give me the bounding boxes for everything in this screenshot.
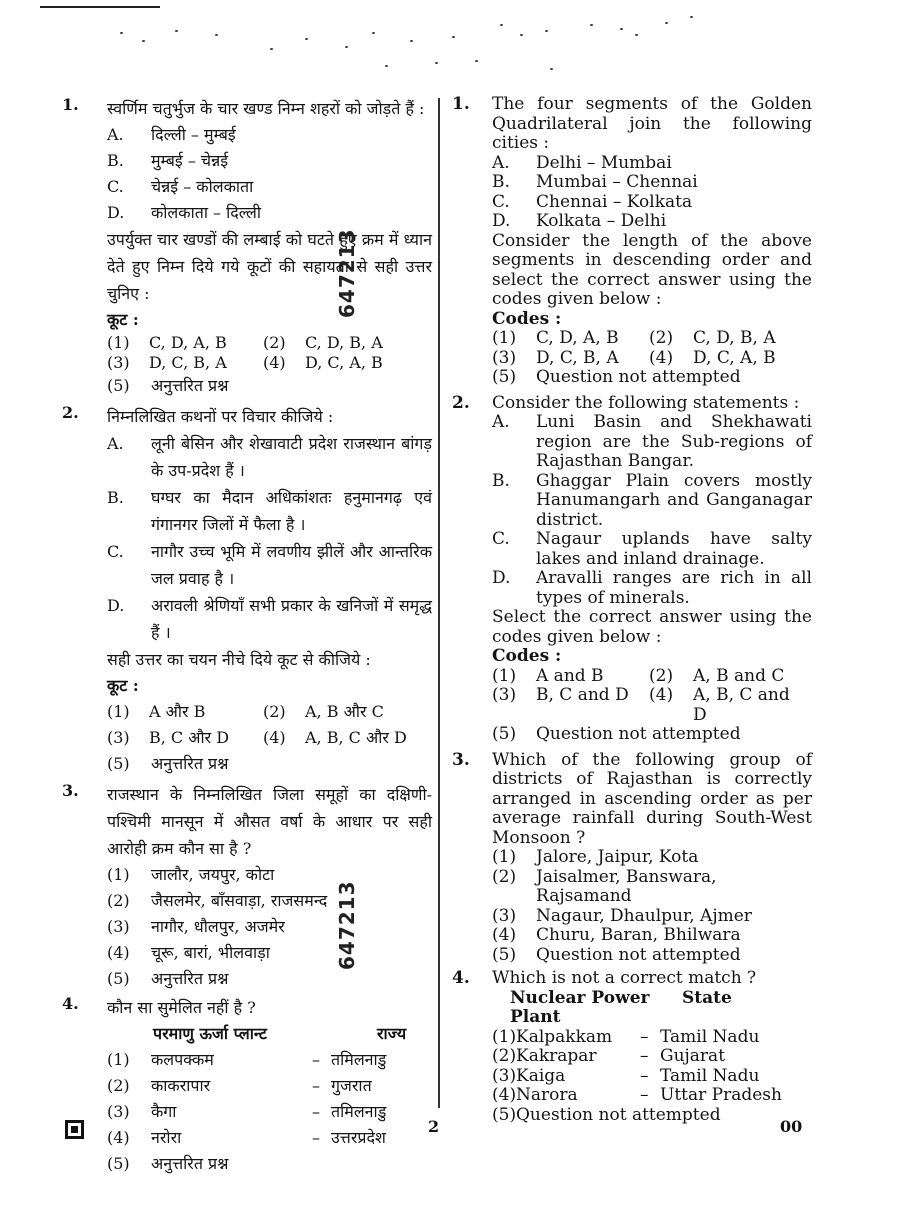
option-a: A. Delhi – Mumbai xyxy=(492,152,672,173)
match-row: (4) नरोरा – उत्तरप्रदेश xyxy=(107,1128,386,1147)
codes-row: (1) C, D, A, B (2) C, D, B, A xyxy=(492,328,776,348)
match-row: (2) Kakrapar – Gujarat xyxy=(492,1046,726,1066)
option-not-attempted: (5) Question not attempted xyxy=(492,944,741,965)
question-stem: राजस्थान के निम्नलिखित जिला समूहों का दक्षिणी-पश्चिमी मानसून में औसत वर्षा के आधार पर सही आरोही क्रम कौन सा है ? xyxy=(107,785,432,858)
option-4: (4) Churu, Baran, Bhilwara xyxy=(492,925,741,945)
question-instruction: Select the correct answer using the codes given below : xyxy=(492,607,812,647)
codes-label: Codes : xyxy=(492,646,562,666)
codes-label: कूट : xyxy=(107,676,139,695)
option-not-attempted: (5) अनुत्तरित प्रश्न xyxy=(107,754,229,773)
match-row: (4) Narora – Uttar Pradesh xyxy=(492,1085,782,1105)
question-number: 4. xyxy=(452,968,470,988)
option-not-attempted: (5) अनुत्तरित प्रश्न xyxy=(107,1154,229,1173)
statement-c: C. Nagaur uplands have salty lakes and inland drainage. xyxy=(492,529,812,569)
statement-a: A. Luni Basin and Shekhawati region are the Sub-regions of Rajasthan Bangar. xyxy=(492,412,812,471)
statement-d: D. Aravalli ranges are rich in all types of minerals. xyxy=(492,568,812,608)
codes-row: (3) B, C and D (4) A, B, C and D xyxy=(492,685,790,725)
question-stem: Which is not a correct match ? xyxy=(492,968,757,988)
option-1: (1) Jalore, Jaipur, Kota xyxy=(492,847,699,867)
question-2-hindi xyxy=(62,403,432,777)
page-number: 2 xyxy=(428,1117,440,1136)
statement-b: B. Ghaggar Plain covers mostly Hanumangarh and Ganganagar district. xyxy=(492,470,812,530)
question-number: 1. xyxy=(62,95,79,114)
hindi-column xyxy=(62,95,432,1177)
statement-d: D. अरावली श्रेणियाँ सभी प्रकार के खनिजों में समृद्ध हैं । xyxy=(107,596,432,642)
option-3: (3) Nagaur, Dhaulpur, Ajmer xyxy=(492,905,752,926)
option-a: A. दिल्ली – मुम्बई xyxy=(107,125,236,144)
serial-stamp: 647213 xyxy=(335,228,359,318)
match-header: Nuclear Power Plant State xyxy=(510,987,732,1027)
scan-noise xyxy=(80,10,740,80)
question-number: 3. xyxy=(62,781,79,800)
option-1: (1) जालौर, जयपुर, कोटा xyxy=(107,865,275,884)
question-3-hindi xyxy=(62,781,432,992)
question-stem: The four segments of the Golden Quadrilateral join the following cities : xyxy=(492,94,812,153)
serial-stamp: 647213 xyxy=(335,880,359,970)
question-number: 3. xyxy=(452,749,470,770)
codes-label: Codes : xyxy=(492,308,562,329)
statement-a: A. लूनी बेसिन और शेखावाटी प्रदेश राजस्थान बांगड़ के उप-प्रदेश हैं । xyxy=(107,434,432,480)
option-not-attempted: (5) Question not attempted xyxy=(492,724,741,744)
question-1-hindi xyxy=(62,95,432,399)
question-stem: निम्नलिखित कथनों पर विचार कीजिये : xyxy=(107,407,334,426)
option-2: (2) जैसलमेर, बाँसवाड़ा, राजसमन्द xyxy=(107,891,328,910)
column-divider xyxy=(438,98,440,1108)
codes-row: (1) A और B (2) A, B और C xyxy=(107,702,384,721)
codes-row: (3) D, C, B, A (4) D, C, A, B xyxy=(107,353,383,372)
statement-c: C. नागौर उच्च भूमि में लवणीय झीलें और आन्तरिक जल प्रवाह है । xyxy=(107,542,432,588)
codes-row: (1) A and B (2) A, B and C xyxy=(492,665,785,686)
match-row: (2) काकरापार – गुजरात xyxy=(107,1076,372,1095)
question-number: 2. xyxy=(452,392,470,413)
question-stem: Consider the following statements : xyxy=(492,392,800,413)
option-not-attempted: (5) Question not attempted xyxy=(492,367,741,387)
option-d: D. Kolkata – Delhi xyxy=(492,211,667,231)
english-column xyxy=(452,95,812,1125)
match-row: (1) कलपक्कम – तमिलनाडु xyxy=(107,1050,387,1069)
match-header: परमाणु ऊर्जा प्लान्ट राज्य xyxy=(153,1024,407,1043)
option-c: C. Chennai – Kolkata xyxy=(492,191,693,212)
codes-label: कूट : xyxy=(107,310,139,329)
question-stem: कौन सा सुमेलित नहीं है ? xyxy=(107,998,256,1017)
question-4-hindi xyxy=(62,994,432,1177)
option-not-attempted: (5) Question not attempted xyxy=(492,1104,721,1125)
option-3: (3) नागौर, धौलपुर, अजमेर xyxy=(107,917,285,936)
option-d: D. कोलकाता – दिल्ली xyxy=(107,203,261,222)
option-c: C. चेन्नई – कोलकाता xyxy=(107,177,254,196)
question-instruction: उपर्युक्त चार खण्डों की लम्बाई को घटते हुए क्रम में ध्यान देते हुए निम्न दिये गये कूटों की सहायता से सही उत्तर चुनिए : xyxy=(107,230,432,303)
question-instruction: Consider the length of the above segments in descending order and select the correct answer using the codes given below : xyxy=(492,230,812,309)
question-1-english xyxy=(452,95,812,388)
match-row: (3) कैगा – तमिलनाडु xyxy=(107,1102,387,1121)
option-4: (4) चूरू, बारां, भीलवाड़ा xyxy=(107,943,270,962)
match-row: (3) Kaiga – Tamil Nadu xyxy=(492,1065,760,1086)
question-4-english xyxy=(452,969,812,1125)
question-2-english xyxy=(452,394,812,745)
codes-row: (3) B, C और D (4) A, B, C और D xyxy=(107,728,407,747)
codes-row: (3) D, C, B, A (4) D, C, A, B xyxy=(492,347,776,368)
option-2: (2) Jaisalmer, Banswara, Rajsamand xyxy=(492,866,717,906)
match-row: (1) Kalpakkam – Tamil Nadu xyxy=(492,1026,760,1047)
question-3-english xyxy=(452,751,812,966)
option-not-attempted: (5) अनुत्तरित प्रश्न xyxy=(107,969,229,988)
question-number: 2. xyxy=(62,403,79,422)
codes-row: (1) C, D, A, B (2) C, D, B, A xyxy=(107,333,383,352)
question-number: 1. xyxy=(452,94,470,114)
booklet-code: 00 xyxy=(780,1117,803,1136)
option-b: B. मुम्बई – चेन्नई xyxy=(107,151,229,170)
question-instruction: सही उत्तर का चयन नीचे दिये कूट से कीजिये : xyxy=(107,650,371,669)
question-stem: Which of the following group of districts of Rajasthan is correctly arranged in ascending order as per average rainfall during South-West Monsoon ? xyxy=(492,749,812,848)
option-not-attempted: (5) अनुत्तरित प्रश्न xyxy=(107,376,229,395)
question-stem: स्वर्णिम चतुर्भुज के चार खण्ड निम्न शहरों को जोड़ते हैं : xyxy=(107,99,425,118)
question-number: 4. xyxy=(62,994,79,1013)
square-mark-icon xyxy=(65,1120,84,1139)
option-b: B. Mumbai – Chennai xyxy=(492,172,698,192)
statement-b: B. घग्घर का मैदान अधिकांशतः हनुमानगढ़ एवं गंगानगर जिलों में फैला है । xyxy=(107,488,432,534)
scan-mark xyxy=(40,6,160,8)
